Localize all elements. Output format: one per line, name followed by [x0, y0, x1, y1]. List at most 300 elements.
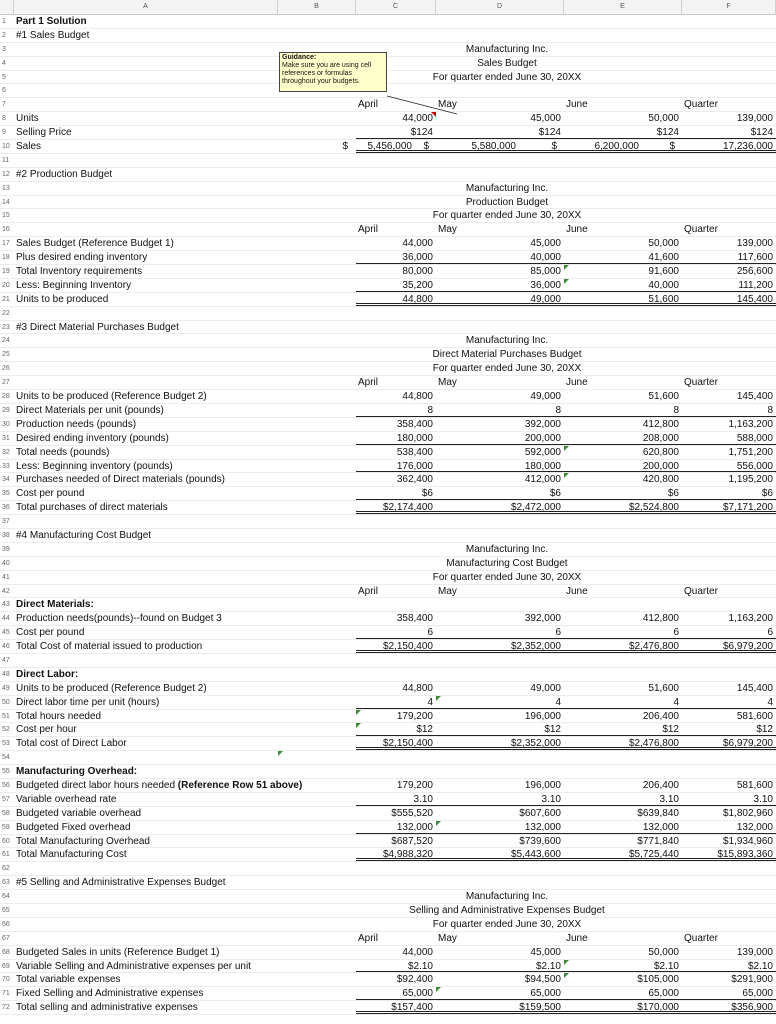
row-number[interactable]: 23 — [2, 323, 10, 331]
cell-a-label-bold: (Reference Row 51 above) — [177, 779, 303, 791]
row-number[interactable]: 9 — [2, 129, 6, 137]
cell-a-label[interactable]: Direct Labor: — [16, 668, 79, 680]
cell-d[interactable]: $607,600 — [519, 807, 561, 819]
row-number[interactable]: 35 — [2, 490, 10, 498]
cell-e[interactable]: $105,000 — [564, 973, 682, 986]
report-heading: Manufacturing Inc. — [465, 335, 549, 347]
cell-c[interactable]: $4,988,320 — [356, 848, 436, 861]
cell-f[interactable]: 111,200 — [682, 279, 776, 292]
cell-f[interactable]: 139,000 — [736, 946, 773, 958]
cell-f[interactable]: 132,000 — [682, 821, 776, 834]
cell-f[interactable]: 1,751,200 — [728, 446, 773, 458]
row-number[interactable]: 12 — [2, 170, 10, 178]
cell-c[interactable]: 176,000 — [356, 460, 436, 473]
cell-c[interactable]: April — [358, 585, 379, 597]
cell-f[interactable]: 4 — [682, 696, 776, 709]
row-number[interactable]: 52 — [2, 726, 10, 734]
row-number[interactable]: 17 — [2, 240, 10, 248]
cell-e[interactable]: $2,476,800 — [564, 737, 682, 750]
cell-a-label[interactable]: Total selling and administrative expenses — [16, 1002, 198, 1014]
cell-c[interactable]: $92,400 — [396, 974, 433, 986]
row-number[interactable]: 66 — [2, 920, 10, 928]
cell-b[interactable]: $ — [342, 141, 348, 153]
cell-f[interactable]: $356,900 — [682, 1001, 776, 1014]
cell-d[interactable]: $739,600 — [519, 835, 561, 847]
cell-f[interactable]: 3.10 — [682, 793, 776, 806]
cell-c[interactable]: 358,400 — [396, 613, 433, 625]
cell-a-label[interactable]: Sales — [16, 141, 42, 153]
row-number[interactable]: 38 — [2, 531, 10, 539]
cell-d[interactable]: 592,000 — [524, 446, 561, 458]
cell-f[interactable]: 145,400 — [682, 293, 776, 306]
report-heading: Manufacturing Inc. — [465, 891, 549, 903]
cell-d[interactable]: 85,000 — [530, 266, 561, 278]
row-number[interactable]: 20 — [2, 281, 10, 289]
cell-a-label[interactable]: Purchases needed of Direct materials (pounds) — [16, 474, 225, 486]
row-number[interactable]: 27 — [2, 379, 10, 387]
cell-a-label[interactable]: Variable Selling and Administrative expenses per unit — [16, 960, 251, 972]
cell-f[interactable]: $1,934,960 — [722, 835, 773, 847]
cell-e[interactable]: 50,000 — [648, 946, 679, 958]
cell-f[interactable]: $6,979,200 — [682, 737, 776, 750]
cell-d[interactable]: $124 — [436, 126, 564, 139]
row-number[interactable]: 57 — [2, 795, 10, 803]
column-header-e[interactable]: E — [564, 0, 682, 14]
cell-f[interactable]: $12 — [682, 723, 776, 736]
cell-d[interactable]: 392,000 — [524, 418, 561, 430]
row-number[interactable]: 7 — [2, 101, 6, 109]
cell-a-label[interactable]: Total cost of Direct Labor — [16, 738, 127, 750]
row-number[interactable]: 2 — [2, 31, 6, 39]
row-number[interactable]: 8 — [2, 115, 6, 123]
report-heading: Sales Budget — [477, 57, 537, 69]
row-number[interactable]: 11 — [2, 156, 10, 164]
cell-d[interactable]: $2,352,000 — [436, 640, 564, 653]
row-number[interactable]: 6 — [2, 87, 6, 95]
cell-value: 5,456,000 — [367, 141, 412, 153]
row-number[interactable]: 31 — [2, 434, 10, 442]
row-number[interactable]: 56 — [2, 781, 10, 789]
row-number[interactable]: 25 — [2, 351, 10, 359]
cell-e[interactable]: June — [566, 99, 588, 111]
row-number[interactable]: 26 — [2, 365, 10, 373]
cell-e[interactable]: 8 — [564, 404, 682, 417]
cell-f[interactable]: 581,600 — [736, 710, 773, 722]
cell-d[interactable]: 49,000 — [530, 682, 561, 694]
cell-d[interactable]: 3.10 — [436, 793, 564, 806]
column-header-c[interactable]: C — [356, 0, 436, 14]
row-number[interactable]: 45 — [2, 629, 10, 637]
row-number[interactable]: 55 — [2, 768, 10, 776]
cell-d[interactable]: 132,000 — [436, 821, 564, 834]
row-number[interactable]: 5 — [2, 73, 6, 81]
row-number[interactable]: 71 — [2, 990, 10, 998]
cell-f[interactable]: $15,893,360 — [682, 848, 776, 861]
cell-d[interactable]: May — [438, 932, 457, 944]
cell-f[interactable]: Quarter — [684, 99, 718, 111]
cell-a-label[interactable]: Total Cost of material issued to production — [16, 641, 203, 653]
cell-c[interactable]: 44,800 — [402, 391, 433, 403]
row-number[interactable]: 21 — [2, 295, 10, 303]
row-number[interactable]: 28 — [2, 393, 10, 401]
cell-f[interactable]: 145,400 — [736, 682, 773, 694]
cell-c[interactable]: $6 — [356, 487, 436, 500]
cell-c[interactable]: 538,400 — [396, 446, 433, 458]
cell-a-label[interactable]: Selling Price — [16, 127, 72, 139]
cell-a-label[interactable]: Units to be produced — [16, 293, 109, 305]
cell-f[interactable]: Quarter — [684, 585, 718, 597]
cell-f[interactable]: 8 — [682, 404, 776, 417]
row-number[interactable]: 67 — [2, 934, 10, 942]
row-number[interactable]: 39 — [2, 545, 10, 553]
cell-d[interactable]: 45,000 — [530, 238, 561, 250]
cell-c[interactable]: $124 — [356, 126, 436, 139]
cell-a-label[interactable]: #5 Selling and Administrative Expenses Budget — [16, 877, 226, 889]
cell-d[interactable]: 40,000 — [436, 251, 564, 264]
row-number[interactable]: 41 — [2, 573, 10, 581]
cell-c[interactable]: 358,400 — [396, 418, 433, 430]
cell-f[interactable]: $7,171,200 — [682, 501, 776, 514]
cell-d[interactable]: 49,000 — [530, 391, 561, 403]
cell-a-label[interactable]: Less: Beginning Inventory — [16, 279, 132, 291]
cell-e[interactable]: $771,840 — [637, 835, 679, 847]
cell-a-label[interactable]: Fixed Selling and Administrative expenses — [16, 988, 204, 1000]
row-number[interactable]: 24 — [2, 337, 10, 345]
cell-e[interactable]: 50,000 — [648, 238, 679, 250]
row-number[interactable]: 30 — [2, 420, 10, 428]
cell-d[interactable]: 200,000 — [436, 432, 564, 445]
cell-a-label[interactable]: Direct Materials per unit (pounds) — [16, 404, 164, 416]
column-header-f[interactable]: F — [682, 0, 776, 14]
cell-a-label[interactable]: Total variable expenses — [16, 974, 121, 986]
cell-d[interactable]: $2,472,000 — [436, 501, 564, 514]
cell-a-label[interactable]: Total Manufacturing Overhead — [16, 835, 150, 847]
cell-f[interactable]: 139,000 — [736, 238, 773, 250]
cell-f[interactable]: 1,163,200 — [728, 418, 773, 430]
cell-a-label[interactable]: Production needs(pounds)--found on Budget 3 — [16, 613, 222, 625]
cell-c[interactable]: 44,000 — [402, 238, 433, 250]
cell-e[interactable]: June — [566, 377, 588, 389]
row-number[interactable]: 50 — [2, 698, 10, 706]
cell-f[interactable]: 6 — [682, 626, 776, 639]
cell-f[interactable]: 256,600 — [736, 266, 773, 278]
cell-d[interactable]: May — [438, 585, 457, 597]
cell-e[interactable]: $5,725,440 — [564, 848, 682, 861]
row-number[interactable]: 32 — [2, 448, 10, 456]
row-number[interactable]: 22 — [2, 309, 10, 317]
cell-a-label[interactable]: Production needs (pounds) — [16, 418, 137, 430]
row-number[interactable]: 14 — [2, 198, 10, 206]
cell-c[interactable]: $2,150,400 — [356, 640, 436, 653]
row-number[interactable]: 63 — [2, 879, 10, 887]
cell-e[interactable]: 3.10 — [564, 793, 682, 806]
cell-f[interactable]: $2.10 — [682, 960, 776, 973]
row-number[interactable]: 1 — [2, 18, 6, 25]
row-number[interactable]: 48 — [2, 670, 10, 678]
cell-a-label[interactable]: Total purchases of direct materials — [16, 502, 168, 514]
report-heading: Direct Material Purchases Budget — [432, 349, 582, 361]
cell-a-label[interactable]: Budgeted Fixed overhead — [16, 821, 131, 833]
row-number[interactable]: 58 — [2, 809, 10, 817]
row-number[interactable]: 29 — [2, 406, 10, 414]
column-header-b[interactable]: B — [278, 0, 356, 14]
cell-e[interactable]: 50,000 — [648, 113, 679, 125]
cell-f[interactable]: $6,979,200 — [682, 640, 776, 653]
cell-a-label[interactable]: Direct labor time per unit (hours) — [16, 696, 160, 708]
cell-d[interactable]: $12 — [436, 723, 564, 736]
row-number[interactable]: 69 — [2, 962, 10, 970]
report-heading: For quarter ended June 30, 20XX — [432, 363, 582, 375]
cell-c[interactable]: April — [358, 99, 379, 111]
cell-e[interactable]: 91,600 — [564, 265, 682, 278]
row-number[interactable]: 68 — [2, 948, 10, 956]
cell-a-label[interactable]: Variable overhead rate — [16, 793, 117, 805]
row-number[interactable]: 4 — [2, 59, 6, 67]
cell-e[interactable]: $2,524,800 — [564, 501, 682, 514]
row-number[interactable]: 53 — [2, 740, 10, 748]
row-number[interactable]: 60 — [2, 837, 10, 845]
cell-f[interactable]: 65,000 — [682, 987, 776, 1000]
cell-e[interactable]: June — [566, 585, 588, 597]
cell-e[interactable]: 132,000 — [564, 821, 682, 834]
report-heading: Manufacturing Inc. — [465, 543, 549, 555]
cell-a-label[interactable]: Total hours needed — [16, 710, 102, 722]
cell-e[interactable]: $12 — [564, 723, 682, 736]
cell-a-label[interactable]: Desired ending inventory (pounds) — [16, 432, 169, 444]
cell-a-label[interactable]: Total Manufacturing Cost — [16, 849, 127, 861]
row-number[interactable]: 72 — [2, 1004, 10, 1012]
cell-a-label[interactable]: Cost per pound — [16, 627, 85, 639]
cell-f[interactable]: $124 — [682, 126, 776, 139]
report-heading: For quarter ended June 30, 20XX — [432, 918, 582, 930]
row-number[interactable]: 40 — [2, 559, 10, 567]
cell-a-label[interactable]: Manufacturing Overhead: — [16, 766, 138, 778]
cell-e[interactable]: 6 — [564, 626, 682, 639]
row-number[interactable]: 33 — [2, 462, 10, 470]
cell-c[interactable]: 362,400 — [396, 474, 433, 486]
row-number[interactable]: 59 — [2, 823, 10, 831]
currency-sign: $ — [551, 141, 557, 153]
cell-c[interactable]: 80,000 — [402, 266, 433, 278]
cell-f[interactable]: Quarter — [684, 224, 718, 236]
cell-f[interactable]: $291,900 — [731, 974, 773, 986]
cell-a-label[interactable]: Total needs (pounds) — [16, 446, 110, 458]
cell-d[interactable]: 45,000 — [530, 946, 561, 958]
row-number[interactable]: 36 — [2, 504, 10, 512]
cell-e[interactable]: June — [566, 224, 588, 236]
cell-c[interactable]: 35,200 — [356, 279, 436, 292]
cell-a-label[interactable]: Units to be produced (Reference Budget 2) — [16, 391, 207, 403]
cell-c[interactable]: April — [358, 377, 379, 389]
cell-c[interactable]: 44,000 — [356, 112, 436, 125]
row-number[interactable]: 61 — [2, 851, 10, 859]
cell-f[interactable]: 588,000 — [682, 432, 776, 445]
cell-d[interactable]: 65,000 — [436, 987, 564, 1000]
cell-a-label[interactable]: #4 Manufacturing Cost Budget — [16, 529, 152, 541]
cell-a-label[interactable]: Less: Beginning inventory (pounds) — [16, 460, 173, 472]
cell-c[interactable]: 180,000 — [356, 432, 436, 445]
cell-d[interactable]: 412,000 — [524, 474, 561, 486]
cell-e[interactable]: 420,800 — [564, 473, 682, 486]
cell-c[interactable]: $2.10 — [356, 960, 436, 973]
cell-c[interactable]: $687,520 — [391, 835, 433, 847]
row-number[interactable]: 3 — [2, 45, 6, 53]
cell-c[interactable]: 36,000 — [356, 251, 436, 264]
cell-f[interactable]: 556,000 — [682, 460, 776, 473]
cell-a-label[interactable]: Units — [16, 113, 39, 125]
row-number[interactable]: 70 — [2, 976, 10, 984]
cell-c[interactable]: 44,800 — [402, 682, 433, 694]
cell-c[interactable]: 4 — [356, 696, 436, 709]
cell-e[interactable]: 65,000 — [564, 987, 682, 1000]
cell-d[interactable]: May — [438, 377, 457, 389]
report-heading: For quarter ended June 30, 20XX — [432, 71, 582, 83]
cell-f[interactable]: $1,802,960 — [722, 807, 773, 819]
cell-c[interactable]: 65,000 — [356, 987, 436, 1000]
cell-c[interactable]: $157,400 — [356, 1001, 436, 1014]
cell-d[interactable]: 49,000 — [436, 293, 564, 306]
row-number[interactable]: 37 — [2, 518, 10, 526]
column-header-d[interactable]: D — [436, 0, 564, 14]
row-number[interactable]: 13 — [2, 184, 10, 192]
cell-a-label[interactable]: Total Inventory requirements — [16, 266, 143, 278]
cell-e[interactable]: 206,400 — [642, 710, 679, 722]
row-number[interactable]: 62 — [2, 865, 10, 873]
cell-a-label[interactable]: #1 Sales Budget — [16, 29, 90, 41]
cell-c[interactable]: 6 — [356, 626, 436, 639]
cell-d[interactable]: May — [438, 224, 457, 236]
cell-d[interactable]: $5,443,600 — [436, 848, 564, 861]
cell-f[interactable]: Quarter — [684, 377, 718, 389]
cell-c[interactable]: $12 — [356, 723, 436, 736]
cell-e[interactable]: 412,800 — [642, 613, 679, 625]
cell-f[interactable]: 117,600 — [682, 251, 776, 264]
cell-d[interactable]: 196,000 — [524, 710, 561, 722]
cell-a-label[interactable]: Budgeted Sales in units (Reference Budget 1) — [16, 946, 220, 958]
cell-e[interactable]: $639,840 — [637, 807, 679, 819]
cell-c[interactable]: $2,174,400 — [356, 501, 436, 514]
cell-e[interactable]: $170,000 — [564, 1001, 682, 1014]
cell-e[interactable]: 51,600 — [648, 682, 679, 694]
cell-d[interactable]: 180,000 — [436, 460, 564, 473]
cell-d[interactable]: $159,500 — [436, 1001, 564, 1014]
cell-f[interactable]: 145,400 — [736, 391, 773, 403]
cell-d[interactable]: 4 — [436, 696, 564, 709]
cell-d[interactable]: May — [438, 99, 457, 111]
cell-c[interactable]: 179,200 — [356, 710, 436, 723]
cell-d[interactable]: 196,000 — [524, 779, 561, 791]
row-number[interactable]: 49 — [2, 684, 10, 692]
cell-f[interactable]: $6 — [682, 487, 776, 500]
cell-d[interactable]: 8 — [436, 404, 564, 417]
cell-e[interactable]: $124 — [564, 126, 682, 139]
row-number[interactable]: 15 — [2, 212, 10, 220]
cell-c[interactable]: $555,520 — [391, 807, 433, 819]
cell-e[interactable]: 206,400 — [642, 779, 679, 791]
cell-a-label[interactable]: Cost per hour — [16, 724, 77, 736]
cell-a-label[interactable]: #2 Production Budget — [16, 168, 113, 180]
cell-e[interactable]: $2.10 — [564, 960, 682, 973]
cell-c[interactable]: 8 — [356, 404, 436, 417]
cell-e[interactable]: 41,600 — [564, 251, 682, 264]
row-number[interactable]: 54 — [2, 754, 10, 762]
row-number[interactable]: 46 — [2, 643, 10, 651]
cell-e[interactable]: $6 — [564, 487, 682, 500]
report-heading: Selling and Administrative Expenses Budget — [409, 905, 605, 916]
cell-d[interactable]: $6 — [436, 487, 564, 500]
cell-f[interactable]: Quarter — [684, 932, 718, 944]
cell-c[interactable]: 44,800 — [356, 293, 436, 306]
row-number[interactable]: 10 — [2, 143, 10, 151]
cell-c[interactable]: 3.10 — [356, 793, 436, 806]
row-number[interactable]: 51 — [2, 712, 10, 720]
cell-f[interactable]: 139,000 — [736, 113, 773, 125]
cell-f[interactable]: 1,163,200 — [728, 613, 773, 625]
cell-d[interactable]: 6 — [436, 626, 564, 639]
row-number[interactable]: 47 — [2, 656, 10, 664]
cell-d[interactable]: $2.10 — [436, 960, 564, 973]
cell-e[interactable]: 40,000 — [564, 279, 682, 292]
row-number[interactable]: 42 — [2, 587, 10, 595]
cell-e[interactable]: $2,476,800 — [564, 640, 682, 653]
cell-e[interactable]: 208,000 — [564, 432, 682, 445]
cell-c[interactable]: 44,000 — [402, 946, 433, 958]
cell-c[interactable]: $2,150,400 — [356, 737, 436, 750]
cell-f[interactable]: 17,236,000 — [682, 140, 776, 153]
cell-d[interactable]: $2,352,000 — [436, 737, 564, 750]
row-number[interactable]: 19 — [2, 268, 10, 276]
row-number[interactable]: 34 — [2, 476, 10, 484]
row-number[interactable]: 44 — [2, 615, 10, 623]
cell-e[interactable]: June — [566, 932, 588, 944]
cell-value: 6,200,000 — [594, 141, 639, 153]
cell-a-label[interactable]: Cost per pound — [16, 488, 85, 500]
report-heading: Production Budget — [465, 196, 549, 208]
cell-d[interactable]: 392,000 — [524, 613, 561, 625]
cell-a-label[interactable]: #3 Direct Material Purchases Budget — [16, 321, 179, 333]
cell-c[interactable]: April — [358, 932, 379, 944]
row-number[interactable]: 18 — [2, 254, 10, 262]
row-number[interactable]: 43 — [2, 601, 10, 609]
report-heading: Manufacturing Inc. — [465, 182, 549, 194]
cell-e[interactable]: 4 — [564, 696, 682, 709]
cell-c[interactable]: 132,000 — [356, 821, 436, 834]
cell-c[interactable]: April — [358, 224, 379, 236]
cell-c[interactable]: 179,200 — [396, 779, 433, 791]
cell-d[interactable]: $94,500 — [524, 974, 561, 986]
column-header-a[interactable]: A — [14, 0, 278, 14]
cell-f[interactable]: 1,195,200 — [728, 474, 773, 486]
row-number[interactable]: 16 — [2, 226, 10, 234]
cell-e[interactable]: 51,600 — [564, 293, 682, 306]
cell-e[interactable]: 51,600 — [648, 391, 679, 403]
cell-e[interactable]: 620,800 — [564, 446, 682, 459]
cell-a-label-text: Budgeted direct labor hours needed — [16, 779, 178, 791]
cell-a-label[interactable]: Plus desired ending inventory — [16, 252, 148, 264]
cell-e[interactable]: 200,000 — [564, 460, 682, 473]
cell-a-label[interactable]: Part 1 Solution — [16, 16, 87, 27]
cell-d[interactable]: 45,000 — [530, 113, 561, 125]
row-number[interactable]: 65 — [2, 907, 10, 914]
row-number[interactable]: 64 — [2, 893, 10, 901]
cell-f[interactable]: 581,600 — [736, 779, 773, 791]
cell-e[interactable]: 412,800 — [642, 418, 679, 430]
cell-a-label[interactable]: Budgeted variable overhead — [16, 807, 142, 819]
cell-a-label[interactable]: Direct Materials: — [16, 599, 94, 611]
cell-a-label[interactable]: Units to be produced (Reference Budget 2) — [16, 682, 207, 694]
cell-a-label[interactable]: Sales Budget (Reference Budget 1) — [16, 238, 174, 250]
cell-d[interactable]: 36,000 — [436, 279, 564, 292]
